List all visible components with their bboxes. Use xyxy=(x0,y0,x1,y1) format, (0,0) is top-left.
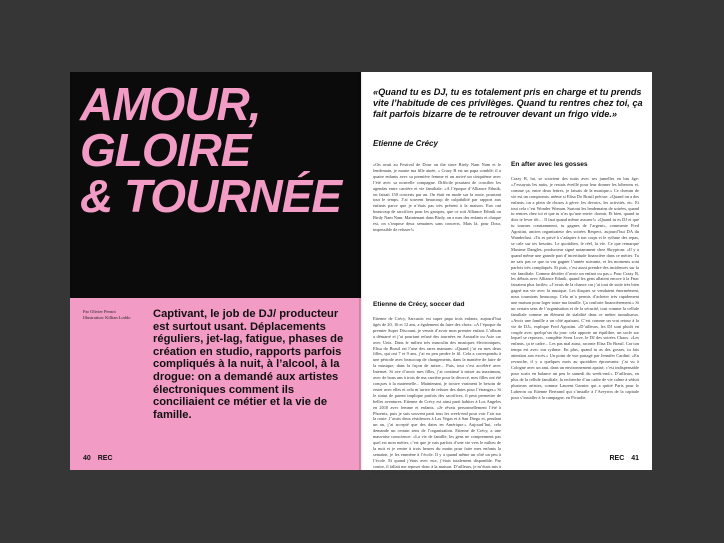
page-number-left: 40 xyxy=(83,455,91,462)
left-page-black-panel xyxy=(70,72,361,298)
headline-line-3: & TOURNÉE xyxy=(80,170,342,222)
magazine-spread xyxy=(70,72,652,475)
article-credits xyxy=(83,309,149,321)
subhead-right: En after avec les gosses xyxy=(511,161,588,168)
illustration-credit: Illustration: Killian Loddo xyxy=(83,315,131,320)
pull-quote-author: Etienne de Crécy xyxy=(373,139,438,148)
headline-line-1: AMOUR, xyxy=(80,78,261,130)
body-column-left-top xyxy=(373,162,501,297)
magazine-label-left: REC xyxy=(97,455,113,462)
body-column-left-bottom xyxy=(373,316,501,475)
page-number-right: 41 xyxy=(631,455,639,462)
spine-shadow xyxy=(359,72,363,470)
article-headline xyxy=(80,78,356,222)
body-text: Crazy B, lui, se souvient des nuits avec ses jumelles en bas âge: «J’essayais les nuits, je restais éveillé pour leur donner les biberons et, comme ça, entre deux lettres, je faisais de la musique.» Ce chemin de vie est un compromis, même si Elisa Do Brasil précise: «Quand on a des enfants, on a plein de choses à gérer: les devoirs, les activités, etc. Et tout cela c’est Wonder Woman. Surtout les lendemains de soirées, quand tu rentres chez toi et que tu n’as qu’une envie: dormir. Et bien, quand tu dois te lever tôt… Il faut quand même assurer!» «Quand tu es DJ et que tu tournes constamment, tu gagnes de l’argent», commente Fred Agostini, ancien organisateur des soirées Respect, aujourd’hui DA du Wanderlust. «Tu es privé à s’adapter à ton corps et le rythme des repas, se cale sur tes besoins. Le quotidien, le réel, la vie. Ce que remarque Maxime Dangles, producteur signé notamment chez Skryptom: «Il y a quand même une grande part d’incertitude financière dans ce métier. Tu ne sais pas ce que tu vas gagner l’année suivante, et les moments sont parfois très compliqués. Et puis, c’est aussi prendre des incidences sur la vie familiale. Comme décider d’avoir un enfant ou pas.» Pour Crazy B, les débuts avec Alliance Ethnik, quand les gens allaient encore à la Fnac faisaient plus faciles: «J’avais de la chance car j’ai tout de suite très bien gagné ma vie avec la musique. Les disques se vendaient énormément, nous tournions beaucoup. Cela m’a permis d’acheter très rapidement une maison pour loger toute ma famille. Ça conforte financièrement.» Si un certain sens de l’organisation et de la sécurité, tout comme la cellule familiale comme un élément de stabilité dans ce métier tumultueux. «Avoir une famille a un côté apaisant. C’est comme un vrai retour à la vie de DJ», explique Fred Agostini. «D’ailleurs, les DJ sont plutôt en couple avec quelqu’un du jour: cela apporte un équilibre, un socle sur lequel se reposer», complète Sven Love, le DJ des soirées Chaos. «Les enfants, ça te cadre... Les pas mal aussi, raconte Elisa Do Brasil. Car ton temps est avec ton rythme. En plus, quand tu as des gosses, tu fais attention aux excès.» Un point de vue partagé par Jennifer Cardini: «En revanche, il y a quelques mois au quotidien éprouvants: j’ai vu à Cologne avec un ami, dans un environnement apaisé, c’est indispensable pour sortir en balance un peu le samedi du week-end.» D’ailleurs, en plus de la cellule familiale, la recherche d’un cadre de vie calme à séduit plusieurs artistes, comme Laurent Garnier qui a quitté Paris pour le Luberon ou Etienne Bertrand qui s’installe à l’Aveyron de la capitale pour s’installer à la campagne, en Picardie. xyxy=(511,176,639,400)
body-text: «On avait au Festival de Dour on the store Birdy Nam Nam et le lendemain, je monte ma fille ainée, » Crazy B est un papa comblé: il a quatre enfants avec sa première femme et un arrivé un cinquième avec l’été avec sa nouvelle compagne. Difficile pourtant de concilier les agendas entre carrière et vie familiale. «A l’époque d’Alliance Ethnik, on faisait 150 concerts par an. On était en mode sur la route, pourtant tout le temps. J’ai souvent beaucoup de culpabilité par rapport aux enfants parce que je n’étais pas très présent à la maison. Eux ont beaucoup de sacrifices pour les groupes, que ce soit Alliance Ethnik ou Birdy Nam Nam. Maintenant dans Birdy, on a mes des enfants et chaque est, on s’impose deux semaines sans concerts. Mais là, pour Dour, impossible de refuser!» xyxy=(373,162,501,232)
pull-quote: «Quand tu es DJ, tu es totalement pris en charge et tu prends vite l’habitude de ces privilèges. Quand tu rentres chez toi, ça fait parfois bizarre de te retrouver devant un frigo vide.» xyxy=(373,87,643,120)
article-intro: Captivant, le job de DJ/ producteur est surtout usant. Déplacements réguliers, jet-lag, fatigue, phases de création en studio, rapports parfois compliqués à la nuit, à l’alcool, à la drogue: on a demandé aux artistes électroniques comment ils conciliaient ce métier et la vie de famille. xyxy=(153,308,344,421)
subhead-left: Etienne de Crécy, soccer dad xyxy=(373,301,465,308)
right-folio xyxy=(609,455,639,462)
magazine-label-right: REC xyxy=(609,455,625,462)
left-folio xyxy=(83,455,113,462)
body-text: Etienne de Crécy, Sarcastic est super papa trois enfants, aujourd’hui âgés de 20, 16 et 12 ans, a également du faire des choix: «A l’époque du premier Super Discount, je venais d’avoir mon premier enfant. L’album a démarré et j’ai pourtant refusé des tournées en Australie ou Asie car avec Unis. Dans le milieu très masculin des musiques électroniques, Elisa do Brasil est l’une des rares mamans: «Quand j’ai eu mes deux filles, qui ont 7 et 9 ans, j’ai eu peu perdre le fil. Cela a correspondu à une période avec beaucoup de changements, dans la manière de faire de la musique, dans la façon de mixer... Puis, tout s’est accéléré avec Internet. Si ave d’avoir mes filles, j’ai continué à mixer au maximum, avec de bons ans à trois de ma carrière pour la divorcé, mes filles ont été conçues à la maternelle... Maintenant, je trouve vraiment le besoin de rester avec elles et cela m’arrive de refuser des dates pour l’étranger.» Si le statut de parent implique parfois des sacrifices, il peut permettre de belles aventures. Etienne de Crécy est ainsi parti habiter à Los Angeles en 2010 avec femme et enfants. «Je rêvais personnellement l’été à Phoenix, puis je suis souvent parti tous les week-end pour voir l’air sur la route. J’avais deux résidences à Las Vegas et à San Diego et, pendant un an, j’ai accepté que des dates en Amérique.» Aujourd’hui, cela demande un certain sens de l’organisation. Etienne de Crécy, a une mauvaise conscience: «La vie de famille, les gens ne comprennent pas quel est mon métier, c’est que je vais parfois d’une vie vers le milieu de la nuit et je rentre à trois heures du matin pour faire mes enfants la semaine, je les emmène à l’école. Il y a quand même un côté un peu à l’école. Et quand j’étais avec eux, j’étais totalement disponible. Par contre, il fallait me reposer donc à la maison. D’ailleurs, je m’étais mis à la pêche, on est allé passer tous nos vacances scolaires!» xyxy=(373,316,501,475)
headline-line-2: GLOIRE xyxy=(80,124,251,176)
right-page xyxy=(361,72,652,475)
left-page xyxy=(70,72,361,470)
author-credit: Par Olivier Pernot xyxy=(83,309,116,314)
body-column-right xyxy=(511,176,639,450)
